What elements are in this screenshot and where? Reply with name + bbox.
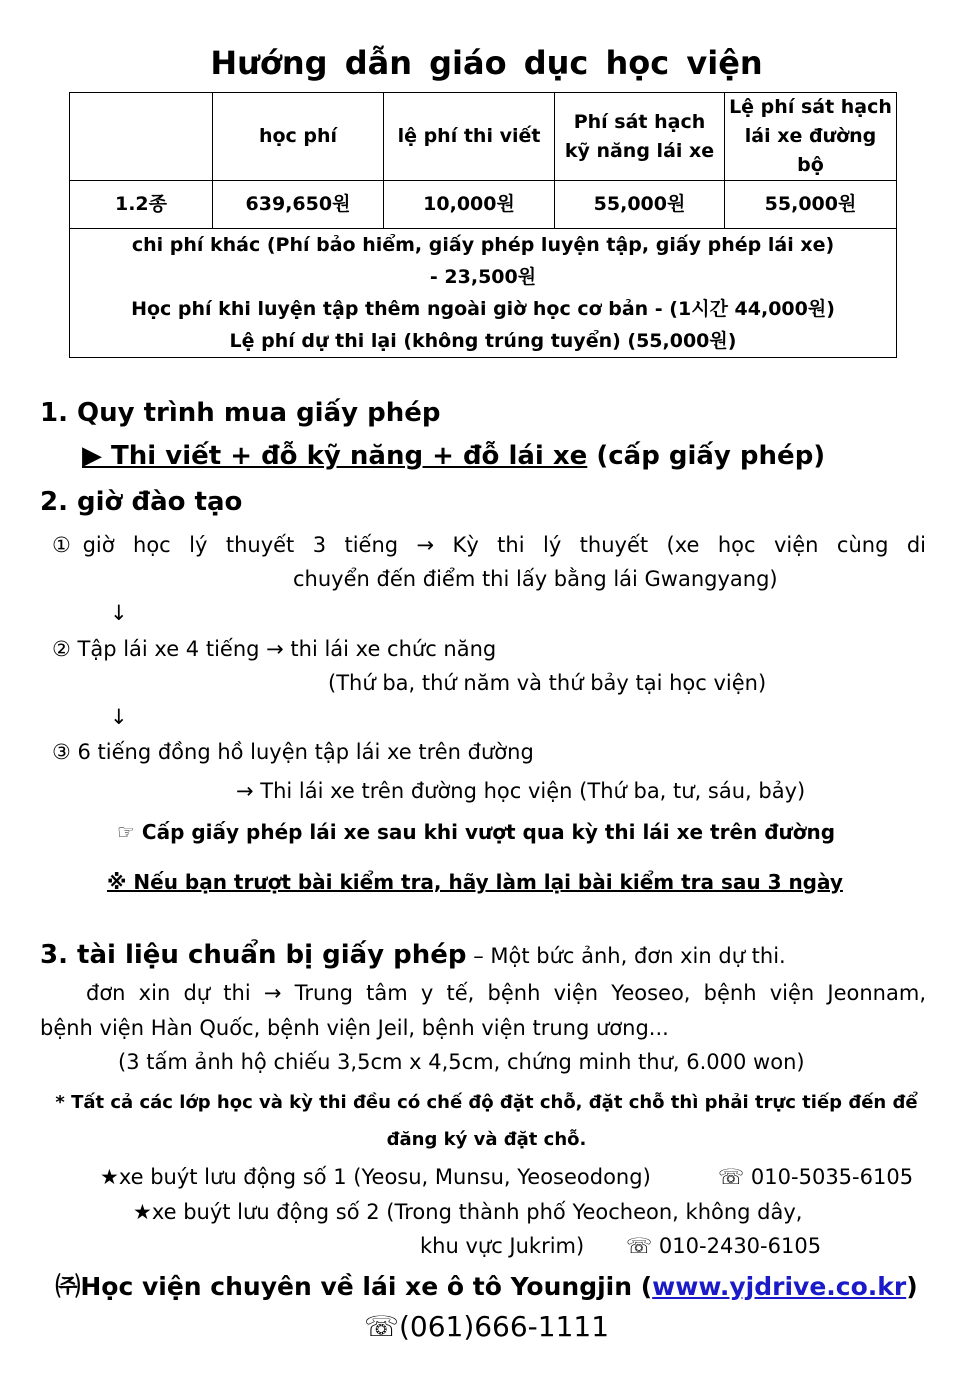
step2-line1: ② Tập lái xe 4 tiếng → thi lái xe chức năng xyxy=(52,637,497,661)
section3-heading-tail: – Một bức ảnh, đơn xin dự thi. xyxy=(466,944,786,968)
note-retry: ※ Nếu bạn trượt bài kiểm tra, hãy làm lại bài kiểm tra sau 3 ngày xyxy=(107,870,843,894)
fee-notes-cell xyxy=(70,229,897,358)
header-cell-skill-test-fee: Phí sát hạch kỹ năng lái xe xyxy=(555,93,725,181)
note-extra-practice: Học phí khi luyện tập thêm ngoài giờ học cơ bản - (1시간 44,000원) xyxy=(131,298,835,320)
step3-line2: → Thi lái xe trên đường học viện (Thứ ba, tư, sáu, bảy) xyxy=(236,779,806,803)
company-line xyxy=(0,1267,973,1303)
section1-heading: 1. Quy trình mua giấy phép xyxy=(40,398,441,428)
process-steps: ▶ Thi viết + đỗ kỹ năng + đỗ lái xe xyxy=(82,441,588,471)
cell-skill-test-value: 55,000원 xyxy=(555,181,725,229)
bus1-phone: ☏ 010-5035-6105 xyxy=(718,1165,914,1189)
process-result: (cấp giấy phép) xyxy=(587,441,826,471)
step3-line1: ③ 6 tiếng đồng hồ luyện tập lái xe trên đường xyxy=(52,740,534,764)
step1-line1: ①giờ học lý thuyết 3 tiếng → Kỳ thi lý thuyết (xe học viện cùng di xyxy=(52,533,926,557)
note-other-costs-amount: - 23,500원 xyxy=(429,266,537,288)
section3-heading: 3. tài liệu chuẩn bị giấy phép xyxy=(40,940,467,970)
note-license: ☞ Cấp giấy phép lái xe sau khi vượt qua kỳ thi lái xe trên đường xyxy=(117,820,836,844)
fee-table-row xyxy=(70,181,897,229)
company-close-paren: ) xyxy=(906,1272,918,1301)
reservation-line2: đăng ký và đặt chỗ. xyxy=(386,1129,587,1150)
header-cell-empty xyxy=(70,93,213,181)
header-cell-written-exam-fee: lệ phí thi viết xyxy=(384,93,555,181)
note-other-costs: chi phí khác (Phí bảo hiểm, giấy phép luyện tập, giấy phép lái xe) xyxy=(131,234,835,256)
cell-written-exam-value: 10,000원 xyxy=(384,181,555,229)
note-retake-fee: Lệ phí dự thi lại (không trúng tuyển) (55,000원) xyxy=(229,330,737,352)
company-name: ㈜Học viện chuyên về lái xe ô tô Youngjin ( xyxy=(55,1272,653,1301)
page-title: Hướng dẫn giáo dục học viện xyxy=(210,44,763,82)
documents-line1: đơn xin dự thi → Trung tâm y tế, bệnh viện Yeoseo, bệnh viện Jeonnam, xyxy=(86,981,926,1005)
fee-table-notes-row xyxy=(70,229,897,358)
arrow-down-2: ↓ xyxy=(110,705,128,729)
bus2-route-line2: khu vực Jukrim) xyxy=(420,1234,585,1258)
process-line xyxy=(82,441,825,471)
step1-line2: chuyển đến điểm thi lấy bằng lái Gwangyang) xyxy=(293,567,778,591)
step2-line2: (Thứ ba, thứ năm và thứ bảy tại học viện) xyxy=(328,671,767,695)
arrow-down-1: ↓ xyxy=(110,601,128,625)
main-phone: ☏(061)666-1111 xyxy=(363,1310,610,1343)
website-link[interactable]: www.yjdrive.co.kr xyxy=(652,1272,907,1301)
cell-road-test-value: 55,000원 xyxy=(725,181,897,229)
section3-heading-line xyxy=(40,940,786,970)
documents-line2: bệnh viện Hàn Quốc, bệnh viện Jeil, bệnh viện trung ương... xyxy=(40,1016,669,1040)
cell-license-class: 1.2종 xyxy=(70,181,213,229)
bus1-line xyxy=(100,1165,651,1189)
header-cell-road-test-fee: Lệ phí sát hạch lái xe đường bộ xyxy=(725,93,897,181)
section2-heading: 2. giờ đào tạo xyxy=(40,487,243,517)
bus1-route: ★xe buýt lưu động số 1 (Yeosu, Munsu, Yeoseodong) xyxy=(100,1165,651,1189)
documents-line3: (3 tấm ảnh hộ chiếu 3,5cm x 4,5cm, chứng minh thư, 6.000 won) xyxy=(118,1050,805,1074)
cell-tuition-value: 639,650원 xyxy=(213,181,384,229)
bus2-route-line1: ★xe buýt lưu động số 2 (Trong thành phố Yeocheon, không dây, xyxy=(133,1200,803,1224)
bus2-phone: ☏ 010-2430-6105 xyxy=(626,1234,822,1258)
fee-table xyxy=(69,92,897,358)
fee-table-header-row xyxy=(70,93,897,181)
reservation-line1: * Tất cả các lớp học và kỳ thi đều có chế độ đặt chỗ, đặt chỗ thì phải trực tiếp đến để xyxy=(55,1092,918,1113)
header-cell-tuition: học phí xyxy=(213,93,384,181)
